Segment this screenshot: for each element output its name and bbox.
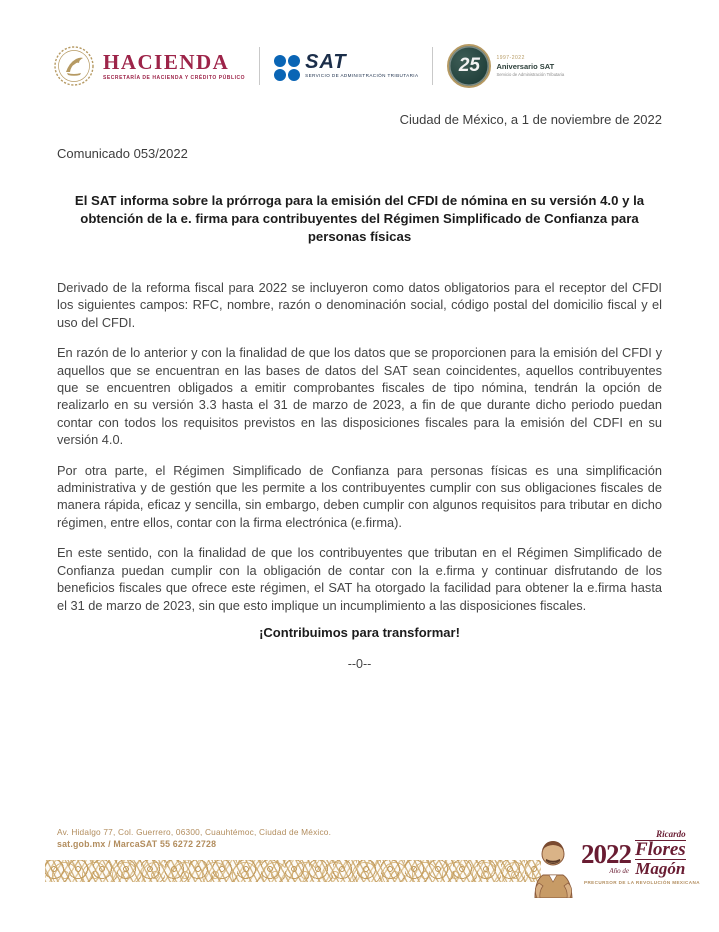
comunicado-number: Comunicado 053/2022 <box>57 146 188 161</box>
flores-magon-portrait-icon <box>527 836 579 898</box>
magon-ano-de: Año de <box>609 867 629 875</box>
magon-year: 2022 <box>581 839 631 869</box>
paragraph-1: Derivado de la reforma fiscal para 2022 se incluyeron como datos obligatorios para el receptor del CFDI los siguientes campos: RFC, nombre, razón o denominación social, código postal del domicilio fiscal y el uso del CFDI. <box>57 280 662 330</box>
hacienda-eagle-seal-icon <box>53 45 95 87</box>
sat-25-anniversary-logo <box>447 44 564 88</box>
document-content <box>57 112 662 671</box>
flores-magon-2022-logo <box>527 830 709 902</box>
document-title: El SAT informa sobre la prórroga para la emisión del CFDI de nómina en su versión 4.0 y la obtención de la e. firma para contribuyentes del Régimen Simplificado de Confianza para personas físicas <box>74 193 645 244</box>
slogan: ¡Contribuimos para transformar! <box>259 624 460 640</box>
sat-subtitle: SERVICIO DE ADMINISTRACIÓN TRIBUTARIA <box>305 72 419 78</box>
magon-name-ricardo: Ricardo <box>635 830 686 841</box>
magon-name-flores: Flores <box>635 839 686 860</box>
footer-address-block <box>57 827 331 850</box>
paragraph-4: En este sentido, con la finalidad de que los contribuyentes que tributan en el Régimen Simplificado de Confianza puedan cumplir con la obligación de contar con la e.firma y continuar disfrutando de los beneficios fiscales que ofrece este régimen, el SAT ha otorgado la facilidad para obtener la e.firma hasta el 31 de marzo de 2023, sin que esto implique un incumplimiento a las disposiciones fiscales. <box>57 545 662 613</box>
footer-contact-line: sat.gob.mx / MarcaSAT 55 6272 2728 <box>57 838 217 849</box>
header <box>53 44 564 88</box>
hacienda-subtitle: SECRETARÍA DE HACIENDA Y CRÉDITO PÚBLICO <box>103 75 246 81</box>
header-divider-2 <box>432 47 433 85</box>
dateline: Ciudad de México, a 1 de noviembre de 2022 <box>399 112 662 127</box>
magon-tagline: PRECURSOR DE LA REVOLUCIÓN MEXICANA <box>581 880 703 885</box>
paragraph-2: En razón de lo anterior y con la finalidad de que los datos que se proporcionen para la emisión del CFDI y aquellos que se encuentran en las bases de datos del SAT sean coincidentes, aquellos contribuyentes que se encuentren obligados a emitir comprobantes fiscales de tipo nómina, tendrán la opción de realizarlo en su versión 3.3 hasta el 31 de marzo de 2023, a fin de que durante dicho periodo puedan contar con todos los requisitos previstos en las disposiciones fiscales para la emisión del CDFI en su versión 4.0. <box>57 345 662 448</box>
hacienda-logo <box>53 45 245 87</box>
hacienda-wordmark: HACIENDA <box>103 50 230 74</box>
anniversary-number: 25 <box>458 55 480 76</box>
decorative-pattern-band <box>45 860 541 882</box>
anniversary-sublabel: Servicio de Administración Tributaria <box>496 72 565 77</box>
end-separator: --0-- <box>347 656 372 671</box>
header-divider-1 <box>259 47 260 85</box>
25-anniversary-icon <box>447 44 491 88</box>
footer-address-line: Av. Hidalgo 77, Col. Guerrero, 06300, Cuauhtémoc, Ciudad de México. <box>57 827 332 837</box>
anniversary-label: Aniversario SAT <box>496 62 555 71</box>
sat-wordmark: SAT <box>305 50 347 73</box>
magon-name-magon: Magón <box>635 859 686 878</box>
sat-dots-icon <box>274 55 300 81</box>
anniversary-years: 1997-2022 <box>496 55 525 61</box>
paragraph-3: Por otra parte, el Régimen Simplificado de Confianza para personas físicas es una simplificación administrativa y de gestión que les permite a los contribuyentes cumplir con sus obligaciones fiscales de manera rápida, eficaz y sencilla, sin embargo, deben cumplir con algunos requisitos para tributar en dicho régimen, entre ellos, contar con la firma electrónica (e.firma). <box>57 462 662 530</box>
sat-logo <box>274 52 418 81</box>
